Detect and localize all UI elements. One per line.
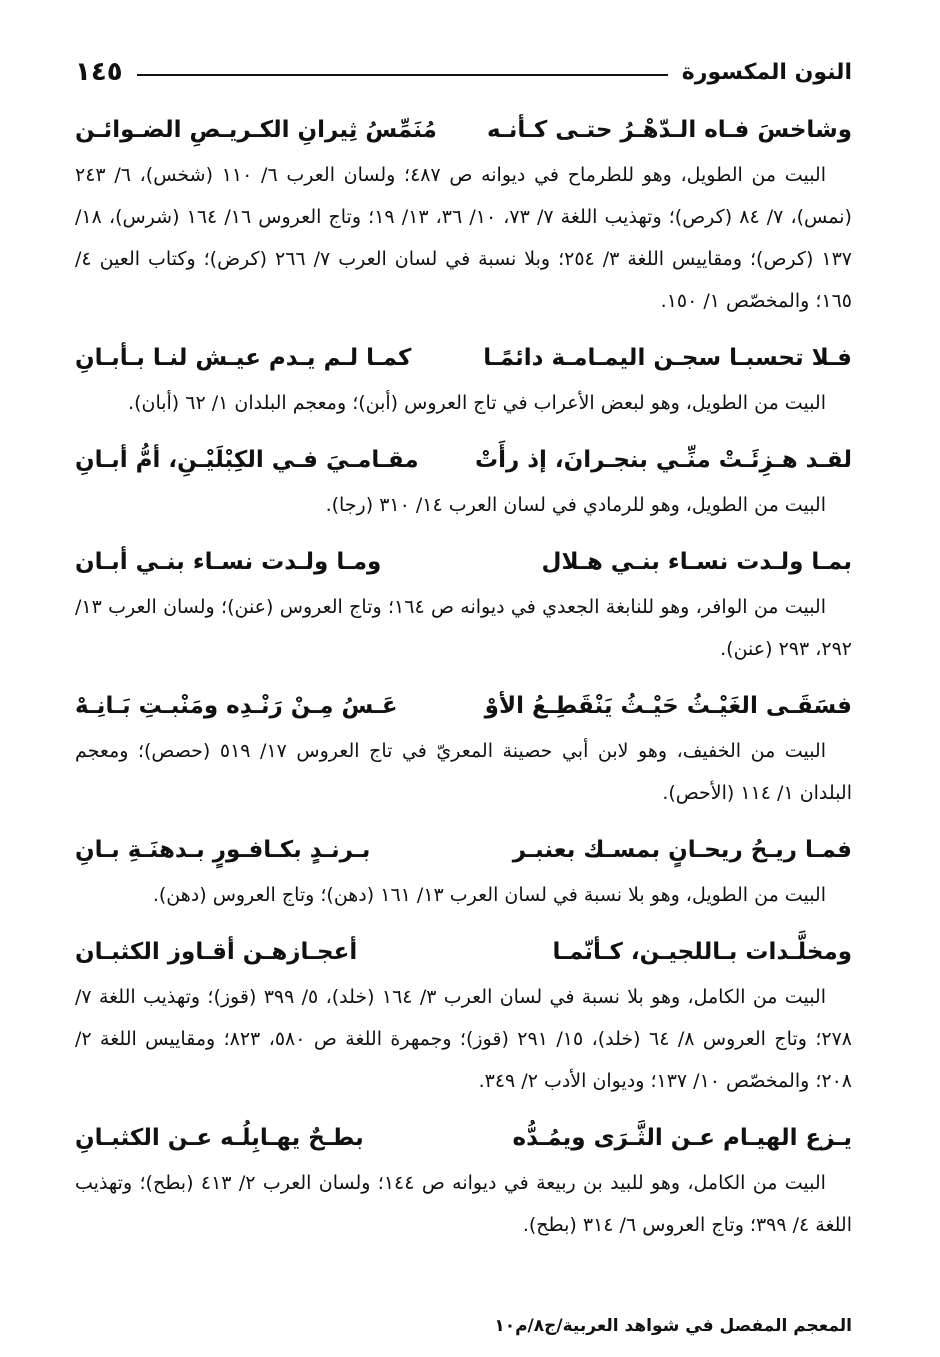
entries-list [75,106,852,1258]
verse [75,1114,852,1162]
commentary: البيت من الطويل، وهو للطرماح في ديوانه ص ٤٨٧؛ ولسان العرب ٦/ ١١٠ (شخس)، ٦/ ٢٤٣ (نمس)، ٧/ ٨٤ (كرص)؛ وتهذيب اللغة ٧/ ٧٣، ١٠/ ٣٦، ١٣/ ١٩؛ وتاج العروس ١٦/ ١٦٤ (شرس)، ١٨/ ١٣٧ (كرص)؛ ومقاييس اللغة ٣/ ٢٥٤؛ وبلا نسبة في لسان العرب ٧/ ٢٦٦ (كرض)؛ وكتاب العين ٤/ ١٦٥؛ والمخصّص ١/ ١٥٠. [75,164,852,312]
first-hemistich: وشاخسَ فـاه الـدّهْـرُ حتـى كـأنـه [486,117,852,143]
commentary: البيت من الكامل، وهو بلا نسبة في لسان العرب ٣/ ١٦٤ (خلد)، ٥/ ٣٩٩ (قوز)؛ وتهذيب اللغة ٧/ ٢٧٨؛ وتاج العروس ٨/ ٦٤ (خلد)، ١٥/ ٢٩١ (قوز)؛ وجمهرة اللغة ص ٥٨٠، ٨٢٣؛ ومقاييس اللغة ٢/ ٢٠٨؛ والمخصّص ١٠/ ١٣٧؛ وديوان الأدب ٢/ ٣٤٩. [75,986,852,1092]
commentary: البيت من الخفيف، وهو لابن أبي حصينة المعريّ في تاج العروس ١٧/ ٥١٩ (حصص)؛ ومعجم البلدان ١/ ١١٤ (الأحص). [75,740,852,804]
second-hemistich: ومـا ولـدت نسـاء بنـي أبـان [75,549,382,575]
second-hemistich: عَـسُ مِـنْ رَنْـدِه ومَنْبـتِ بَـانِـهْ [75,693,398,719]
page-number: ١٤٥ [75,57,123,87]
verse [75,436,852,484]
entry [75,106,852,322]
second-hemistich: بطـحٌ يهـابِلُـه عـن الكثبـانِ [75,1125,364,1151]
verse [75,106,852,154]
second-hemistich: مقـامـيَ فـي الكِبْلَيْـنِ، أمُّ أبـانِ [75,447,419,473]
commentary: البيت من الوافر، وهو للنابغة الجعدي في ديوانه ص ١٦٤؛ وتاج العروس (عنن)؛ ولسان العرب ١٣/ ٢٩٢، ٢٩٣ (عنن). [75,596,852,660]
first-hemistich: بمـا ولـدت نسـاء بنـي هـلال [541,549,852,575]
second-hemistich: أعجـازهـن أقـاوز الكثبـان [75,939,358,965]
running-title: النون المكسورة [681,59,852,85]
second-hemistich: كمـا لـم يـدم عيـش لنـا بـأبـانِ [75,345,412,371]
commentary: البيت من الطويل، وهو بلا نسبة في لسان العرب ١٣/ ١٦١ (دهن)؛ وتاج العروس (دهن). [152,884,826,906]
page-header [75,52,852,92]
first-hemistich: لقـد هـزِئَـتْ منِّـي بنجـرانَ، إذ رأَتْ [474,447,852,473]
verse [75,538,852,586]
first-hemistich: يـزع الهيـام عـن الثَّـرَى ويمُـدُّه [512,1125,852,1151]
header-rule [137,74,668,76]
first-hemistich: فـلا تحسبـا سجـن اليمـامـة دائمًـا [483,345,852,371]
second-hemistich: بـرنـدٍ بكـافـورٍ بـدهنَـةِ بـانِ [75,837,371,863]
verse [75,928,852,976]
first-hemistich: فسَقَـى الغَيْـثُ حَيْـثُ يَنْقَطِـعُ الأوْ [484,693,852,719]
entry [75,436,852,526]
commentary: البيت من الطويل، وهو لبعض الأعراب في تاج العروس (أبن)؛ ومعجم البلدان ١/ ٦٢ (أبان). [128,392,826,414]
entry [75,1114,852,1246]
entry [75,538,852,670]
page-footer: المعجم المفصل في شواهد العربية/ج٨/م١٠ [494,1316,852,1336]
first-hemistich: فمـا ريـحُ ريحـانٍ بمسـك بعنبـر [512,837,852,863]
entry [75,334,852,424]
entry [75,682,852,814]
commentary: البيت من الكامل، وهو للبيد بن ربيعة في ديوانه ص ١٤٤؛ ولسان العرب ٢/ ٤١٣ (بطح)؛ وتهذيب اللغة ٤/ ٣٩٩؛ وتاج العروس ٦/ ٣١٤ (بطح). [75,1172,852,1236]
verse [75,682,852,730]
first-hemistich: ومخلَّـدات بـاللجيـن، كـأنّمـا [552,939,852,965]
entry [75,928,852,1102]
entry [75,826,852,916]
verse [75,826,852,874]
verse [75,334,852,382]
commentary: البيت من الطويل، وهو للرمادي في لسان العرب ١٤/ ٣١٠ (رجا). [325,494,826,516]
second-hemistich: مُنَمِّسُ ثِيرانِ الكـريـصِ الضـوائـن [75,117,437,143]
